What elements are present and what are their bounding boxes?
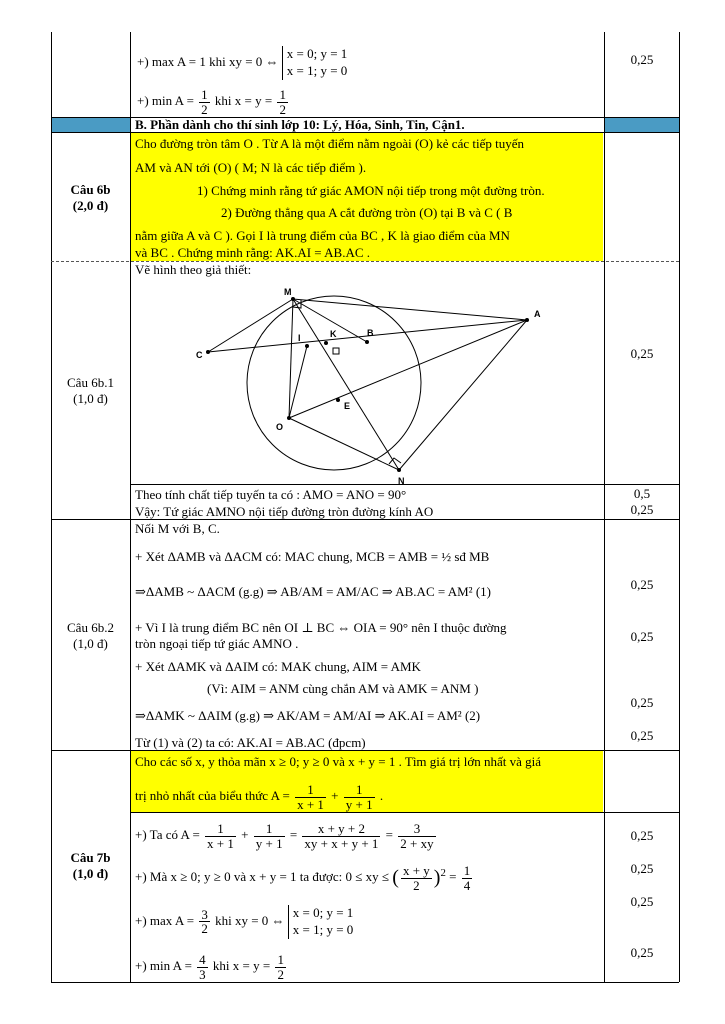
- max-line: +) max A = 1 khi xy = 0 ⇔: [137, 53, 279, 69]
- q6b1-score-1: 0,5: [633, 486, 651, 501]
- top-score-cell: [605, 32, 679, 117]
- q7b-score-1: 0,25: [630, 828, 654, 843]
- q7b-score-3: 0,25: [630, 894, 654, 909]
- section-color-band-right: [605, 118, 679, 132]
- q6b-problem: Cho đường tròn tâm O . Từ A là một điểm nằm ngoài (O) kẻ các tiếp tuyến AM và AN tới (O) ( M; N là các tiếp điểm ). 1) Chứng minh rằng tứ giác AMON nội tiếp trong một đường tròn. 2) Đường thẳng qua A cắt đường tròn (O) tại B và C ( B nằm giữa A và C ). Gọi I là trung điểm của BC , K là giao điểm của MN và BC . Chứng minh rằng: AK.AI = AB.AC .: [131, 133, 603, 261]
- answer-table: +) max A = 1 khi xy = 0 ⇔ x = 0; y = 1 x = 1; y = 0 +) min A = $\frac{1}{2}$ khi x = y = $\frac{1}{2}$ 0,25 B. Phần dành cho thí sinh lớp 10: Lý, Hóa, Sinh, Tin, Cận1. Cho đường tròn tâm O . Từ A là một điểm nằm ngoài (O) kẻ các tiếp tuyến AM và AN tới (O) ( M; N là các tiếp điểm ). 1) Chứng minh rằng tứ giác AMON nội tiếp trong một đường tròn. 2) Đường thẳng qua A cắt đường tròn (O) tại B và C ( B nằm giữa A và C ). Gọi I là trung điểm của BC , K là giao điểm của MN và BC . Chứng minh rằng: AK.AI = AB.AC . Câu 6b (2,0 đ) Câu 6b.1 (1,0 đ) Vẽ hình theo giả thiết: M A I K B C O E N 0,25 Theo tính chất tiếp tuyến ta có : AMO = ANO = 90° Vậy: Tứ giác AMNO nội tiếp đường tròn đường kính AO 0,5 0,25 Câu 6b.2 (1,0 đ) Nối M với B, C. + Xét ΔAMB và ΔACM có: MAC chung, MCB = AMB = ½ sđ MB ⇒ΔAMB ~ ΔACM (g.g) ⇒ AB/AM = AM/AC ⇒ AB.AC = AM² (1) + Vì I là trung điểm BC nên OI ⊥ BC ⇔ OIA = 90° nên I thuộc đường tròn ngoại tiếp tứ giác AMNO . + Xét ΔAMK và ΔAIM có: MAK chung, AIM = AMK (Vì: AIM = ANM cùng chắn AM và AMK = ANM ) ⇒ΔAMK ~ ΔAIM (g.g) ⇒ AK/AM = AM/AI ⇒ AK.AI = AM² (2) Từ (1) và (2) ta có: AK.AI = AB.AC (đpcm) 0,25 0,25 0,25 0,25 Cho các số x, y thỏa mãn x ≥ 0; y ≥ 0 và x + y = 1 . Tìm giá trị lớn nhất và giá trị nhỏ nhất của biểu thức A = $\frac{1}{x + 1}$ + $\frac{1}{y + 1}$ . Câu 7b (1,0 đ) +) Ta có A = $\frac{1}{x + 1}$ + $\frac{1}{y + 1}$ = $\frac{x + y + 2}{xy + x + y + 1}$ = $\frac{3}{2 + xy}$ +) Mà x ≥ 0; y ≥ 0 và x + y = 1 ta được: 0 ≤ xy ≤ ( $\frac{x + y}{2}$ )$^2$ = $\frac{1}{4}$ +) max A = $\frac{3}{2}$ khi xy = 0 ⇔ x = 0; y = 1 x = 1; y = 0 +) min A = $\frac{4}{3}$ khi x = y = $\frac{1}{2}$ 0,25 0,25 0,25 0,25: [51, 32, 679, 982]
- q7b-max-cases: x = 0; y = 1 x = 1; y = 0: [288, 905, 354, 939]
- point-label-A: A: [534, 309, 541, 319]
- point-label-E: E: [344, 401, 351, 411]
- q7b-line-3: +) max A = $\frac{3}{2}$ khi xy = 0 ⇔ x = 0; y = 1 x = 1; y = 0: [135, 905, 354, 937]
- q6b2-score-2: 0,25: [630, 629, 654, 644]
- min-mid: khi x = y =: [214, 93, 273, 109]
- q7b-label: Câu 7b (1,0 đ): [70, 850, 111, 881]
- q6b1-score-2: 0,25: [630, 502, 654, 517]
- q6b2-score-3: 0,25: [630, 695, 654, 710]
- point-label-C: C: [196, 350, 203, 360]
- geometry-figure: [196, 282, 596, 492]
- q6b2-score-4: 0,25: [630, 728, 654, 743]
- q7b-line-1: +) Ta có A = $\frac{1}{x + 1}$ + $\frac{1}{y + 1}$ = $\frac{x + y + 2}{xy + x + y + 1}$ = $\frac{3}{2 + xy}$: [135, 821, 434, 851]
- q6b2-score-1: 0,25: [630, 577, 654, 592]
- q7b-score-2: 0,25: [630, 861, 654, 876]
- q6b1-line-2: Vậy: Tứ giác AMNO nội tiếp đường tròn đường kính AO: [135, 504, 434, 519]
- max-cases: x = 0; y = 1 x = 1; y = 0: [282, 46, 348, 80]
- point-label-B: B: [367, 328, 374, 338]
- figure-caption: Vẽ hình theo giả thiết:: [135, 262, 252, 277]
- point-label-M: M: [284, 287, 292, 297]
- point-label-N: N: [398, 476, 405, 486]
- q6b1-line-1: Theo tính chất tiếp tuyến ta có : AMO = ANO = 90°: [135, 487, 407, 502]
- q7b-problem: Cho các số x, y thỏa mãn x ≥ 0; y ≥ 0 và x + y = 1 . Tìm giá trị lớn nhất và giá trị nhỏ nhất của biểu thức A = $\frac{1}{x + 1}$ + $\frac{1}{y + 1}$ .: [131, 751, 603, 812]
- q6b1-label: Câu 6b.1 (1,0 đ): [67, 375, 114, 406]
- min-fraction: $\frac{1}{2}$: [201, 87, 208, 117]
- q6b-label: Câu 6b (2,0 đ): [70, 182, 111, 213]
- q6b2-label: Câu 6b.2 (1,0 đ): [67, 620, 114, 651]
- top-block: +) max A = 1 khi xy = 0 ⇔ x = 0; y = 1 x = 1; y = 0 +) min A = $\frac{1}{2}$ khi x = y = $\frac{1}{2}$: [137, 46, 348, 117]
- min-prefix: +) min A =: [137, 93, 194, 109]
- q7b-line-2: +) Mà x ≥ 0; y ≥ 0 và x + y = 1 ta được: 0 ≤ xy ≤ ( $\frac{x + y}{2}$ )$^2$ = $\frac{1}{4}$: [135, 863, 471, 893]
- point-label-I: I: [298, 333, 301, 343]
- score: 0,25: [630, 52, 654, 67]
- section-color-band-left: [52, 118, 130, 132]
- point-label-K: K: [330, 329, 337, 339]
- q7b-line-4: +) min A = $\frac{4}{3}$ khi x = y = $\frac{1}{2}$: [135, 952, 284, 982]
- section-b-title: B. Phần dành cho thí sinh lớp 10: Lý, Hóa, Sinh, Tin, Cận1.: [135, 117, 465, 132]
- q7b-score-4: 0,25: [630, 945, 654, 960]
- point-label-O: O: [276, 422, 284, 432]
